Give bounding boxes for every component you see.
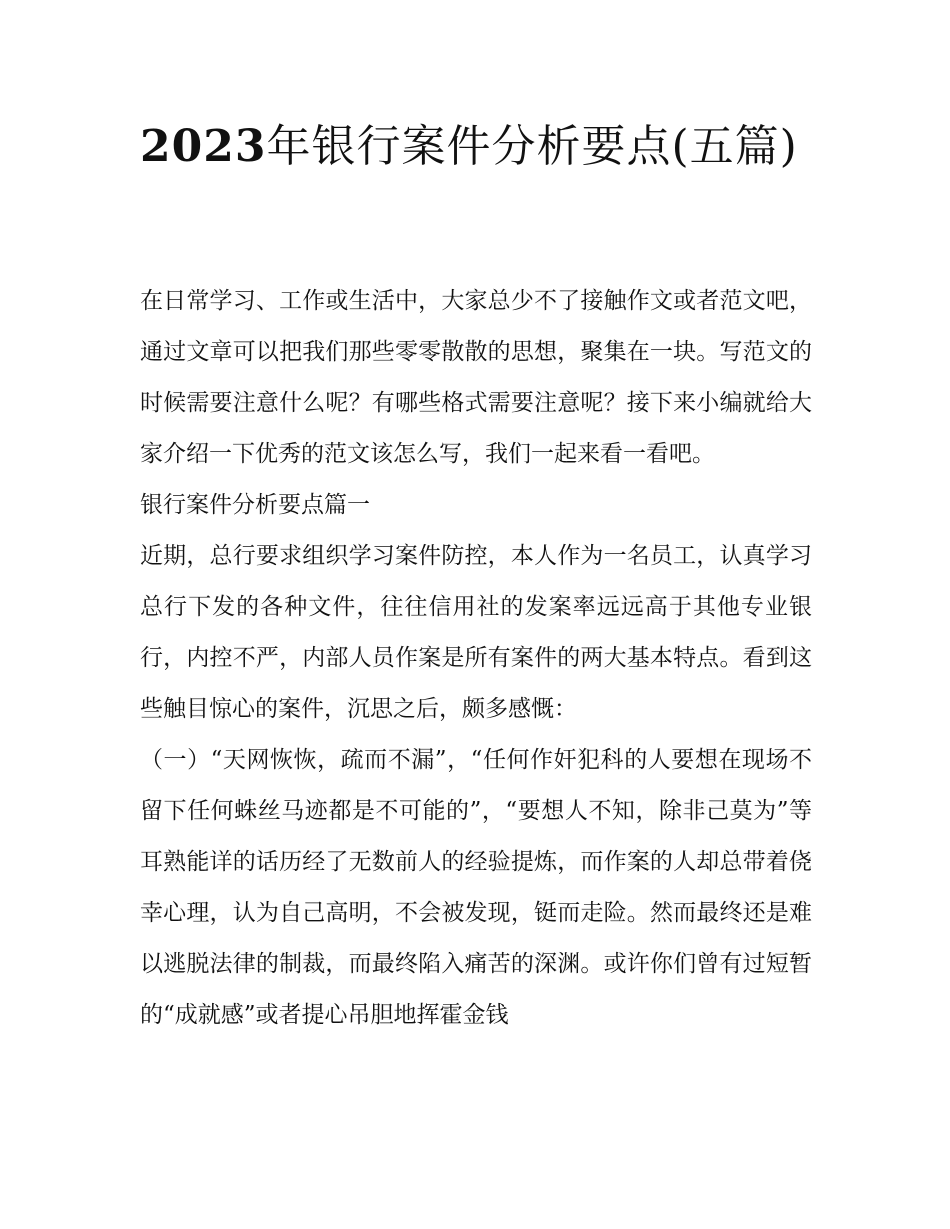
document-body	[140, 276, 812, 1041]
body-paragraph-2: （一）“天网恢恢，疏而不漏”，“任何作奸犯科的人要想在现场不留下任何蛛丝马迹都是不可能的”，“要想人不知，除非己莫为”等耳熟能详的话历经了无数前人的经验提炼，而作案的人却总带着侥幸心理，认为自己高明，不会被发现，铤而走险。然而最终还是难以逃脱法律的制裁，而最终陷入痛苦的深渊。或许你们曾有过短暂的“成就感”或者提心吊胆地挥霍金钱	[140, 747, 812, 1028]
document-title	[140, 112, 812, 182]
intro-paragraph: 在日常学习、工作或生活中，大家总少不了接触作文或者范文吧，通过文章可以把我们那些零零散散的思想，聚集在一块。写范文的时候需要注意什么呢？有哪些格式需要注意呢？接下来小编就给大家介绍一下优秀的范文该怎么写，我们一起来看一看吧。	[140, 288, 812, 467]
title-text: 年银行案件分析要点(五篇)	[266, 121, 798, 172]
section-heading: 银行案件分析要点篇一	[140, 492, 370, 518]
body-paragraph-1: 近期，总行要求组织学习案件防控，本人作为一名员工，认真学习总行下发的各种文件，往往信用社的发案率远远高于其他专业银行，内控不严，内部人员作案是所有案件的两大基本特点。看到这些触目惊心的案件，沉思之后，颇多感慨：	[140, 543, 812, 722]
title-year: 2023	[140, 121, 267, 172]
